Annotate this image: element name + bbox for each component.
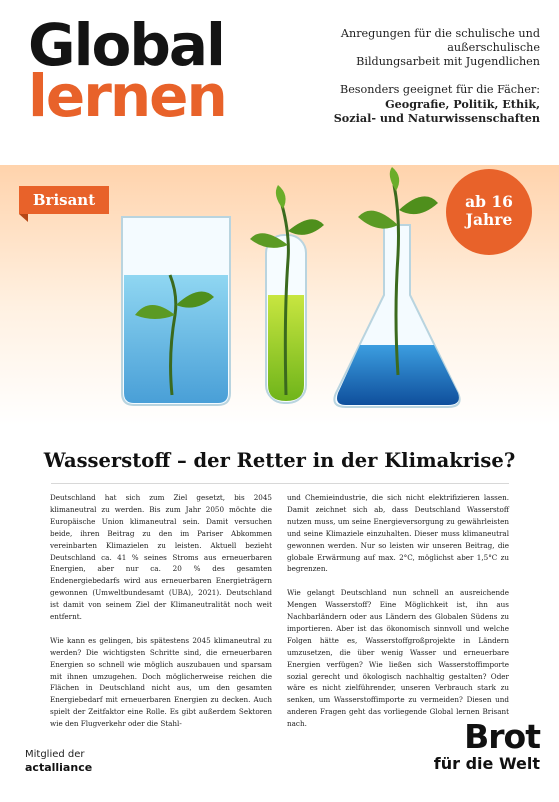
article-column-right <box>287 492 509 742</box>
title-divider <box>51 483 509 484</box>
left-paragraph-1: Deutschland hat sich zum Ziel gesetzt, bis 2045 klimaneutral zu werden. Bis zum Jahr 2050 möchte die Europäische Union klimaneutral sein. Damit versuchen beide, ihren Beitrag zu den im Pariser Abkommen vereinbarten Klimazielen zu leisten. Aktuell bezieht Deutschland ca. 41 % seines Stroms aus erneuerbaren Energien, aber nur ca. 20 % des gesamten Endenergiebedarfs wird aus erneuerbaren Energieträgern gewonnen (Umweltbundesamt (UBA), 2021). Deutschland ist damit von seinem Ziel der Klimaneutralität noch weit entfernt. <box>50 493 272 622</box>
brisant-label: Brisant <box>19 186 109 214</box>
age-badge-line-1: ab 16 <box>465 192 513 211</box>
right-paragraph-1: und Chemieindustrie, die sich nicht elektrifizieren lassen. Damit zeichnet sich ab, dass Deutschland Wasserstoff nutzen muss, um seine Energieversorgung zu gewährleisten und seine Klimaziele einzuhalten. Dieser muss klimaneutral gewonnen werden. Nur so leisten wir unseren Beitrag, die globale Erwärmung auf max. 2°C, möglichst aber 1,5°C zu begrenzen. <box>287 493 509 574</box>
global-lernen-logo <box>28 11 226 131</box>
brand-line-2: für die Welt <box>433 754 540 773</box>
logo-word-lernen: lernen <box>28 62 226 131</box>
member-label: Mitglied der <box>25 749 85 760</box>
logo-word-global: Global <box>28 11 224 79</box>
membership-note <box>25 748 92 774</box>
subjects-line-1: Geografie, Politik, Ethik, <box>385 97 540 111</box>
left-paragraph-2: Wie kann es gelingen, bis spätestens 2045 klimaneutral zu werden? Die wichtigsten Schritte sind, die erneuerbaren Energien so schnell wie möglich auszubauen und sparsam mit ihnen umzugehen. Doch möglicherweise reichen die Flächen in Deutschland nicht aus, um den gesamten Energiebedarf mit erneuerbaren Energien zu decken. Auch spielt der Zeitfaktor eine Rolle. Es gibt außerdem Sektoren wie den Flugverkehr oder die Stahl- <box>50 635 272 729</box>
age-badge <box>446 169 532 255</box>
article-column-left <box>50 492 272 742</box>
tagline-line-1: Anregungen für die schulische und außerschulische <box>340 27 540 54</box>
article-title: Wasserstoff – der Retter in der Klimakrise? <box>43 449 516 472</box>
brot-fuer-die-welt-logo <box>433 717 540 774</box>
tagline-line-2: Bildungsarbeit mit Jugendlichen <box>356 55 540 68</box>
header-spacer <box>260 69 540 83</box>
subjects-line-2: Sozial- und Naturwissenschaften <box>333 111 540 125</box>
header-info <box>260 27 540 125</box>
brand-line-1: Brot <box>464 717 540 756</box>
age-badge-line-2: Jahre <box>465 210 513 229</box>
subjects-intro: Besonders geeignet für die Fächer: <box>339 83 540 96</box>
right-paragraph-2: Wie gelangt Deutschland nun schnell an ausreichende Mengen Wasserstoff? Eine Möglichkeit ist, ihn aus Nachbarländern oder aus Ländern des Globalen Südens zu importieren. Aber ist das ökonomisch sinnvoll und welche Folgen hätte es, Wasserstoffgroßprojekte in Ländern umzusetzen, die über wenig Wasser und erneuerbare Energien verfügen? Wie ließen sich Wasserstoffimporte sozial gerecht und ökologisch nachhaltig gestalten? Oder wäre es nicht zielführender, unseren Verbrauch stark zu senken, um Wasserstoffimporte zu vermeiden? Diesen und anderen Fragen geht das vorliegende Global lernen Brisant nach. <box>287 588 509 729</box>
actalliance-logo: actalliance <box>25 761 93 774</box>
